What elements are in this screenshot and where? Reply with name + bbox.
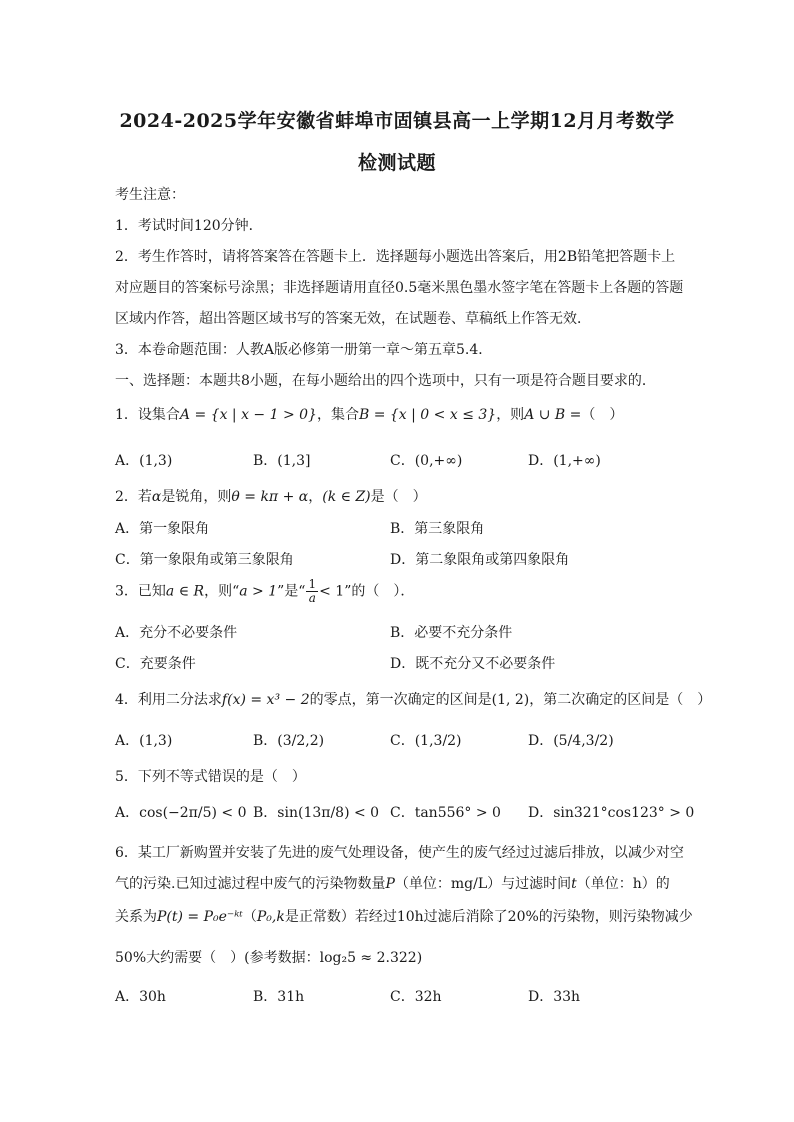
q4-option-b: B．(3/2,2) xyxy=(253,733,325,749)
q1-option-c: C．(0,+∞) xyxy=(390,453,463,469)
q4-option-d: D．(5/4,3/2) xyxy=(528,733,614,749)
q2-alpha: α xyxy=(151,489,162,505)
q3-option-b: B．必要不充分条件 xyxy=(390,625,513,641)
q4-text-b: 的零点，第一次确定的区间是 xyxy=(309,692,492,708)
q1-union: A ∪ B = xyxy=(524,407,582,423)
q6-reference: log₂5 ≈ 2.322 xyxy=(319,950,417,966)
q2-option-c: C．第一象限角或第三象限角 xyxy=(115,552,294,568)
exam-title-line2: 检测试题 xyxy=(357,152,436,174)
q2-condition: (k ∈ Z) xyxy=(322,489,371,505)
q3-fraction xyxy=(306,578,318,605)
q1-set-b: B = {x | 0 < x ≤ 3} xyxy=(358,407,497,423)
q1-option-d: D．(1,+∞) xyxy=(528,453,601,469)
question-6-line1: 6．某工厂新购置并安装了先进的废气处理设备，使产生的废气经过过滤后排放，以减少对空 xyxy=(115,845,684,861)
q3-text-a: 3．已知 xyxy=(115,583,166,600)
notice-item-3: 3．本卷命题范围：人教A版必修第一册第一章～第五章5.4． xyxy=(115,342,493,358)
q6-text-3b: （ xyxy=(242,909,257,925)
q6-formula: P(t) = P₀e⁻ᵏᵗ xyxy=(157,909,243,925)
notice-item-2-cont: 对应题目的答案标号涂黑；非选择题请用直径0.5毫米黑色墨水签字笔在答题卡上各题的答题 xyxy=(115,280,684,296)
q6-option-c: C．32h xyxy=(390,989,442,1005)
question-6-line4 xyxy=(115,947,422,967)
q5-option-c: C．tan556° > 0 xyxy=(390,805,501,821)
q3-option-d: D．既不充分又不必要条件 xyxy=(390,656,556,672)
q4-option-c: C．(1,3/2) xyxy=(390,733,462,749)
question-6-line3 xyxy=(115,906,693,926)
q6-option-d: D．33h xyxy=(528,989,581,1005)
notice-item-2: 2．考生作答时，请将答案答在答题卡上．选择题每小题选出答案后，用2B铅笔把答题卡上 xyxy=(115,249,676,265)
q4-text-a: 4．利用二分法求 xyxy=(115,692,222,708)
q2-text-b: 是锐角，则 xyxy=(161,489,232,505)
q6-text-2a: 气的污染.已知过滤过程中废气的污染物数量 xyxy=(115,876,386,892)
q5-option-a-expr: cos(−2π/5) < 0 xyxy=(139,805,247,821)
q1-text-c: ，则 xyxy=(496,407,525,423)
q5-option-d: D．sin321°cos123° > 0 xyxy=(528,805,695,821)
q2-text-d: 是（ ） xyxy=(370,489,427,505)
q4-text-c: ，第二次确定的区间是（ ） xyxy=(529,692,712,708)
question-5-stem: 5．下列不等式错误的是（ ） xyxy=(115,769,306,785)
q3-fraction-den: a xyxy=(308,591,316,605)
q1-option-b: B．(1,3] xyxy=(253,453,311,469)
question-3-stem xyxy=(115,578,414,605)
q2-text-a: 2．若 xyxy=(115,489,152,505)
q5-option-b xyxy=(253,802,379,822)
q6-text-2c: （单位：h）的 xyxy=(576,876,670,892)
notice-item-1: 1．考试时间120分钟． xyxy=(115,218,263,234)
q6-text-3c: 是正常数）若经过10h过滤后消除了20%的污染物，则污染物减少 xyxy=(284,909,693,925)
q1-option-a: A．(1,3) xyxy=(115,453,173,469)
q6-p-var: P xyxy=(385,876,395,892)
q3-condition: a ∈ R xyxy=(165,583,205,600)
q4-interval1: (1, 2) xyxy=(491,692,530,708)
q2-theta-expr: θ = kπ + α xyxy=(231,489,309,505)
q3-option-c: C．充要条件 xyxy=(115,656,196,672)
q6-text-4b: ) xyxy=(416,950,423,966)
section-heading: 一、选择题：本题共8小题，在每小题给出的四个选项中，只有一项是符合题目要求的． xyxy=(115,373,656,389)
q1-set-a: A = {x | x − 1 > 0} xyxy=(179,407,317,423)
q5-option-a-label: A． xyxy=(115,805,140,821)
q5-option-b-expr: sin(13π/8) < 0 xyxy=(277,805,380,821)
q6-constants: P₀,k xyxy=(256,909,285,925)
q1-text-a: 1．设集合 xyxy=(115,407,180,423)
q3-option-a: A．充分不必要条件 xyxy=(115,625,238,641)
question-4-stem xyxy=(115,689,711,709)
question-2-stem xyxy=(115,486,427,506)
q6-option-b: B．31h xyxy=(253,989,305,1005)
q6-option-a: A．30h xyxy=(115,989,166,1005)
q5-option-a xyxy=(115,802,247,822)
q6-text-2b: （单位：mg/L）与过滤时间 xyxy=(394,876,572,892)
q3-text-b: ，则“ xyxy=(204,583,240,600)
question-1-stem xyxy=(115,404,623,424)
q2-option-d: D．第二象限角或第四象限角 xyxy=(390,552,570,568)
q2-text-c: ， xyxy=(308,489,323,505)
exam-title-line1: 2024-2025学年安徽省蚌埠市固镇县高一上学期12月月考数学 xyxy=(119,110,675,132)
q6-t-var: t xyxy=(571,876,577,892)
q4-function: f(x) = x³ − 2 xyxy=(221,692,310,708)
q3-text-d: ”的（ ）． xyxy=(344,583,415,600)
question-6-line2 xyxy=(115,873,670,893)
q3-text-c: ”是“ xyxy=(277,583,306,600)
q3-q: < 1 xyxy=(319,583,345,600)
q4-option-a: A．(1,3) xyxy=(115,733,173,749)
notice-item-2-cont2: 区域内作答，超出答题区域书写的答案无效，在试题卷、草稿纸上作答无效． xyxy=(115,311,591,327)
q1-text-b: ，集合 xyxy=(316,407,359,423)
q2-option-b: B．第三象限角 xyxy=(390,521,485,537)
q5-option-b-label: B． xyxy=(253,805,278,821)
q2-option-a: A．第一象限角 xyxy=(115,521,210,537)
q6-text-4a: 50%大约需要（ ）(参考数据： xyxy=(115,950,320,966)
q3-fraction-num: 1 xyxy=(308,577,317,591)
notice-heading: 考生注意： xyxy=(115,187,185,203)
q3-p: a > 1 xyxy=(239,583,278,600)
q6-text-3a: 关系为 xyxy=(115,909,157,925)
q1-text-d: （ ） xyxy=(581,407,624,423)
